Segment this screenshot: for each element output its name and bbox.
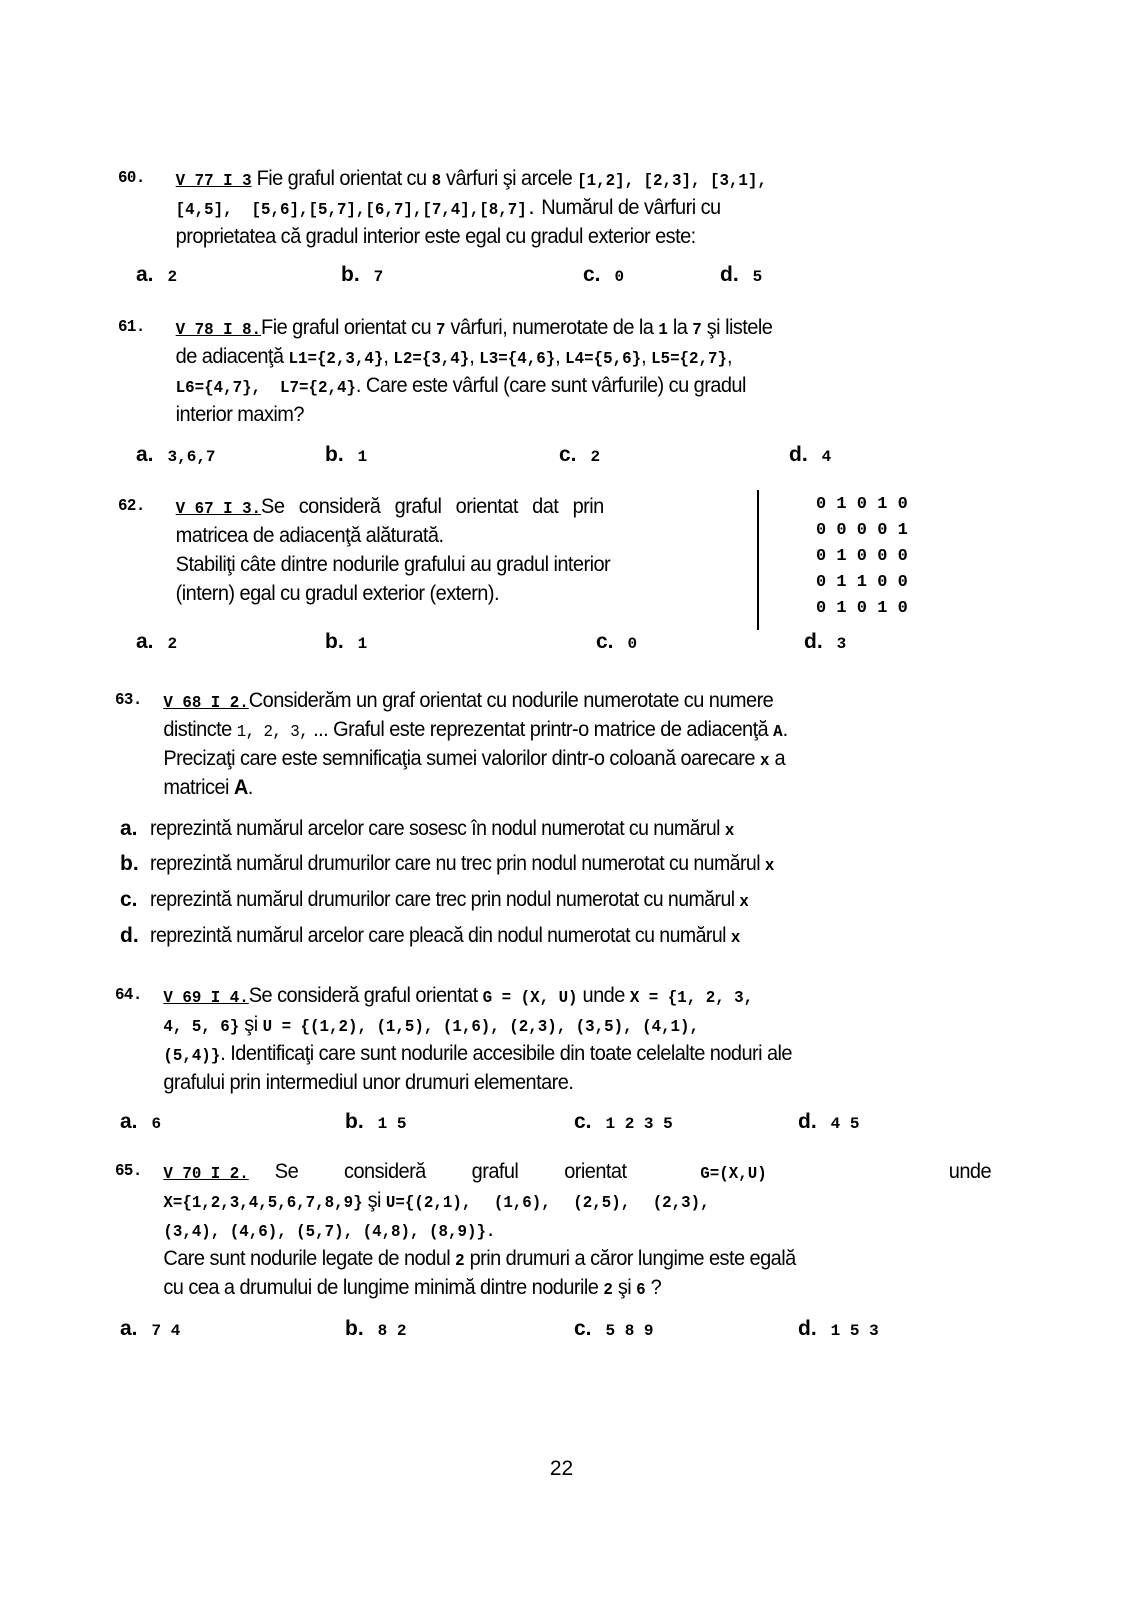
option-value — [150, 885, 749, 917]
text: ? — [645, 1275, 662, 1299]
code-text: 4, 5, 6} — [163, 1018, 240, 1037]
question-code: V_67_I_3. — [175, 500, 262, 519]
question-code: V_78_I_8. — [175, 321, 262, 340]
text: , — [555, 344, 566, 368]
option-label: a. — [120, 1317, 138, 1340]
question-number: 60. — [118, 169, 145, 188]
text: de adiacenţă — [175, 344, 289, 368]
text: Se consideră graful orientat — [248, 983, 483, 1007]
text: şi — [362, 1188, 386, 1212]
option-a[interactable] — [120, 814, 1000, 843]
option-value: 8 2 — [377, 1322, 407, 1340]
question-text — [163, 981, 935, 1097]
text: matricea de adiacenţă alăturată. — [175, 523, 444, 547]
option-label: a. — [120, 1110, 138, 1133]
option-c[interactable] — [574, 1107, 673, 1139]
text: a — [769, 746, 786, 770]
option-label: c. — [596, 630, 614, 653]
option-label: b. — [325, 443, 344, 466]
code-text: 7 — [436, 321, 446, 340]
text: şi — [612, 1275, 637, 1299]
option-label: b. — [120, 852, 139, 875]
text: proprietatea că gradul interior este egal cu gradul exterior este: — [175, 224, 696, 248]
option-label: a. — [136, 630, 154, 653]
question-text — [163, 686, 935, 802]
text: . — [247, 775, 253, 799]
text: , — [641, 344, 652, 368]
text: Fie graful orientat cu — [261, 315, 437, 339]
text: (intern) egal cu gradul exterior (extern). — [175, 581, 499, 605]
page-number: 22 — [549, 1457, 574, 1480]
text: reprezintă numărul arcelor care pleacă din nodul numerotat cu numărul — [150, 924, 731, 947]
question-number: 61. — [118, 318, 145, 337]
option-value: 3 — [836, 635, 847, 653]
text: Care sunt nodurile legate de nodul — [163, 1246, 456, 1270]
option-label: d. — [798, 1110, 817, 1133]
answer-options-62 — [136, 627, 1016, 656]
option-b[interactable] — [120, 849, 1000, 878]
code-text: X={1,2,3,4,5,6,7,8,9} — [163, 1194, 363, 1213]
matrix-row: 0 1 0 1 0 — [816, 495, 908, 514]
option-value: 4 — [821, 448, 832, 466]
question-text — [176, 164, 937, 251]
text: , — [469, 344, 480, 368]
answer-options-65 — [120, 1314, 1000, 1343]
answer-options-64 — [120, 1107, 1000, 1136]
text: la — [667, 315, 693, 339]
option-label: c. — [574, 1110, 592, 1133]
answer-options-61 — [136, 440, 1016, 469]
option-value: 2 — [590, 448, 601, 466]
option-label: c. — [574, 1317, 592, 1340]
text: Precizaţi care este semnificaţia sumei valorilor dintr-o coloană oarecare — [163, 746, 760, 770]
option-value: 5 — [752, 268, 763, 286]
text: . — [782, 717, 788, 741]
code-text: X = {1, 2, 3, — [629, 989, 754, 1008]
option-a[interactable] — [136, 627, 177, 659]
code-text: 6 — [636, 1281, 646, 1300]
option-value: 3,6,7 — [167, 448, 216, 466]
matrix-divider — [757, 490, 759, 630]
option-c[interactable] — [583, 260, 624, 292]
text: unde — [948, 1159, 992, 1183]
text: Fie graful orientat cu — [256, 166, 432, 190]
text: prin drumuri a căror lungime este egală — [464, 1246, 796, 1270]
text: Stabiliţi câte dintre nodurile grafului au gradul interior — [175, 552, 611, 576]
text: şi — [239, 1012, 263, 1036]
code-text: [1,2], [2,3], [3,1], — [577, 172, 767, 191]
option-label: c. — [120, 888, 138, 911]
option-a[interactable] — [136, 440, 216, 472]
option-label: b. — [345, 1110, 364, 1133]
code-text: x — [724, 822, 735, 841]
text: Numărul de vârfuri cu — [536, 195, 721, 219]
option-c[interactable] — [574, 1314, 654, 1346]
option-label: b. — [345, 1317, 364, 1340]
code-text: G = (X, U) — [482, 989, 578, 1008]
text: unde — [577, 983, 630, 1007]
option-value — [150, 921, 740, 953]
question-number: 64. — [115, 986, 142, 1005]
code-text: L4={5,6} — [565, 350, 642, 369]
code-text: (5,4)} — [163, 1047, 221, 1066]
code-text: L6={4,7}, L7={2,4} — [175, 379, 356, 398]
option-c[interactable] — [596, 627, 637, 659]
option-label: c. — [583, 263, 601, 286]
code-text: G=(X,U) — [700, 1165, 767, 1184]
option-a[interactable] — [120, 1107, 161, 1139]
text: şi listele — [701, 315, 773, 339]
option-label: d. — [789, 443, 808, 466]
option-d[interactable] — [789, 440, 831, 472]
option-value: 1 2 3 5 — [605, 1115, 673, 1133]
option-label: d. — [120, 924, 139, 947]
option-label: d. — [720, 263, 739, 286]
option-a[interactable] — [120, 1314, 180, 1346]
option-label: a. — [136, 263, 154, 286]
option-d[interactable] — [798, 1107, 859, 1139]
text: Se consideră graful orientat — [274, 1159, 673, 1183]
option-value: 4 5 — [830, 1115, 860, 1133]
code-text: U = {(1,2), (1,5), (1,6), (2,3), (3,5), (4,1), — [262, 1018, 700, 1037]
option-value: 2 — [167, 635, 178, 653]
option-value — [150, 849, 774, 881]
option-d[interactable] — [804, 627, 846, 659]
option-label: b. — [341, 263, 360, 286]
code-text: L3={4,6} — [479, 350, 556, 369]
option-label: a. — [120, 817, 138, 840]
text: reprezintă numărul arcelor care sosesc în nodul numerotat cu numărul — [150, 817, 725, 840]
text: cu cea a drumului de lungime minimă dintre nodurile — [163, 1275, 604, 1299]
question-number: 62. — [118, 497, 145, 516]
option-label: d. — [798, 1317, 817, 1340]
text: A — [233, 775, 248, 799]
option-value — [150, 814, 734, 846]
option-value: 7 4 — [151, 1322, 181, 1340]
code-text: (3,4), (4,6), (5,7), (4,8), (8,9)}. — [163, 1223, 496, 1242]
matrix-row: 0 1 0 0 0 — [816, 547, 908, 566]
text: reprezintă numărul drumurilor care nu trec prin nodul numerotat cu numărul — [150, 852, 765, 875]
question-text — [176, 313, 937, 429]
question-number: 63. — [115, 691, 142, 710]
option-d[interactable] — [120, 921, 1000, 950]
code-text: 2 — [603, 1281, 613, 1300]
option-value: 1 5 — [377, 1115, 407, 1133]
option-value: 0 — [614, 268, 625, 286]
option-a[interactable] — [136, 260, 177, 292]
question-text — [176, 492, 706, 608]
option-value: 1 — [357, 448, 368, 466]
text: vârfuri, numerotate de la — [445, 315, 659, 339]
code-text: L1={2,3,4} — [288, 350, 384, 369]
code-text: 2 — [455, 1252, 465, 1271]
option-d[interactable] — [720, 260, 762, 292]
code-text: x — [764, 857, 775, 876]
code-text: 7 — [692, 321, 702, 340]
text: ... Graful este reprezentat printr-o matrice de adiacenţă — [308, 717, 774, 741]
option-value: 1 5 3 — [830, 1322, 879, 1340]
question-code: V_68_I_2. — [163, 694, 249, 713]
question-code: V_69_I_4. — [163, 989, 249, 1008]
code-text: A — [773, 723, 783, 742]
matrix-row: 0 1 0 1 0 — [816, 599, 908, 618]
option-value: 6 — [151, 1115, 162, 1133]
text: . Identificaţi care sunt nodurile accesibile din toate celelalte noduri ale — [220, 1041, 792, 1065]
option-b[interactable] — [325, 627, 367, 659]
text: , — [383, 344, 394, 368]
code-text: U={(2,1), (1,6), (2,5), (2,3), — [385, 1194, 710, 1213]
option-c[interactable] — [559, 440, 600, 472]
code-text: x — [759, 752, 770, 771]
option-b[interactable] — [341, 260, 383, 292]
option-d[interactable] — [798, 1314, 879, 1346]
question-code: V_70_I_2. — [163, 1165, 249, 1184]
matrix-row: 0 0 0 0 1 — [816, 521, 908, 540]
option-c[interactable] — [120, 885, 1000, 914]
text: . Care este vârful (care sunt vârfurile) cu gradul — [355, 373, 746, 397]
adjacency-matrix — [816, 492, 908, 622]
text: vârfuri şi arcele — [441, 166, 578, 190]
matrix-row: 0 1 1 0 0 — [816, 573, 908, 592]
option-value: 1 — [357, 635, 368, 653]
option-label: a. — [136, 443, 154, 466]
option-value: 2 — [167, 268, 178, 286]
text: , — [727, 344, 733, 368]
code-text: 1, 2, 3, — [236, 723, 309, 742]
code-text: [4,5], [5,6],[5,7],[6,7],[7,4],[8,7]. — [175, 201, 537, 220]
question-code: V_77_I_3 — [175, 172, 252, 191]
code-text: L5={2,7} — [651, 350, 728, 369]
option-label: c. — [559, 443, 577, 466]
option-b[interactable] — [345, 1314, 406, 1346]
code-text: 1 — [658, 321, 668, 340]
text: distincte — [163, 717, 237, 741]
option-label: b. — [325, 630, 344, 653]
question-number: 65. — [115, 1162, 142, 1181]
option-b[interactable] — [325, 440, 367, 472]
option-label: d. — [804, 630, 823, 653]
code-text: L2={3,4} — [393, 350, 470, 369]
option-value: 7 — [373, 268, 384, 286]
question-text — [163, 1157, 992, 1302]
option-value: 0 — [627, 635, 638, 653]
answer-options-60 — [136, 260, 1016, 289]
option-b[interactable] — [345, 1107, 406, 1139]
text: reprezintă numărul drumurilor care trec prin nodul numerotat cu numărul — [150, 888, 740, 911]
text: Considerăm un graf orientat cu nodurile numerotate cu numere — [248, 688, 774, 712]
code-text: x — [730, 929, 741, 948]
text: interior maxim? — [175, 402, 304, 426]
code-text: x — [739, 893, 749, 912]
text: Se consideră graful orientat dat prin — [261, 494, 604, 518]
code-text: 8 — [431, 172, 442, 191]
text: grafului prin intermediul unor drumuri elementare. — [163, 1070, 574, 1094]
option-value: 5 8 9 — [605, 1322, 654, 1340]
text: matricei — [163, 775, 234, 799]
